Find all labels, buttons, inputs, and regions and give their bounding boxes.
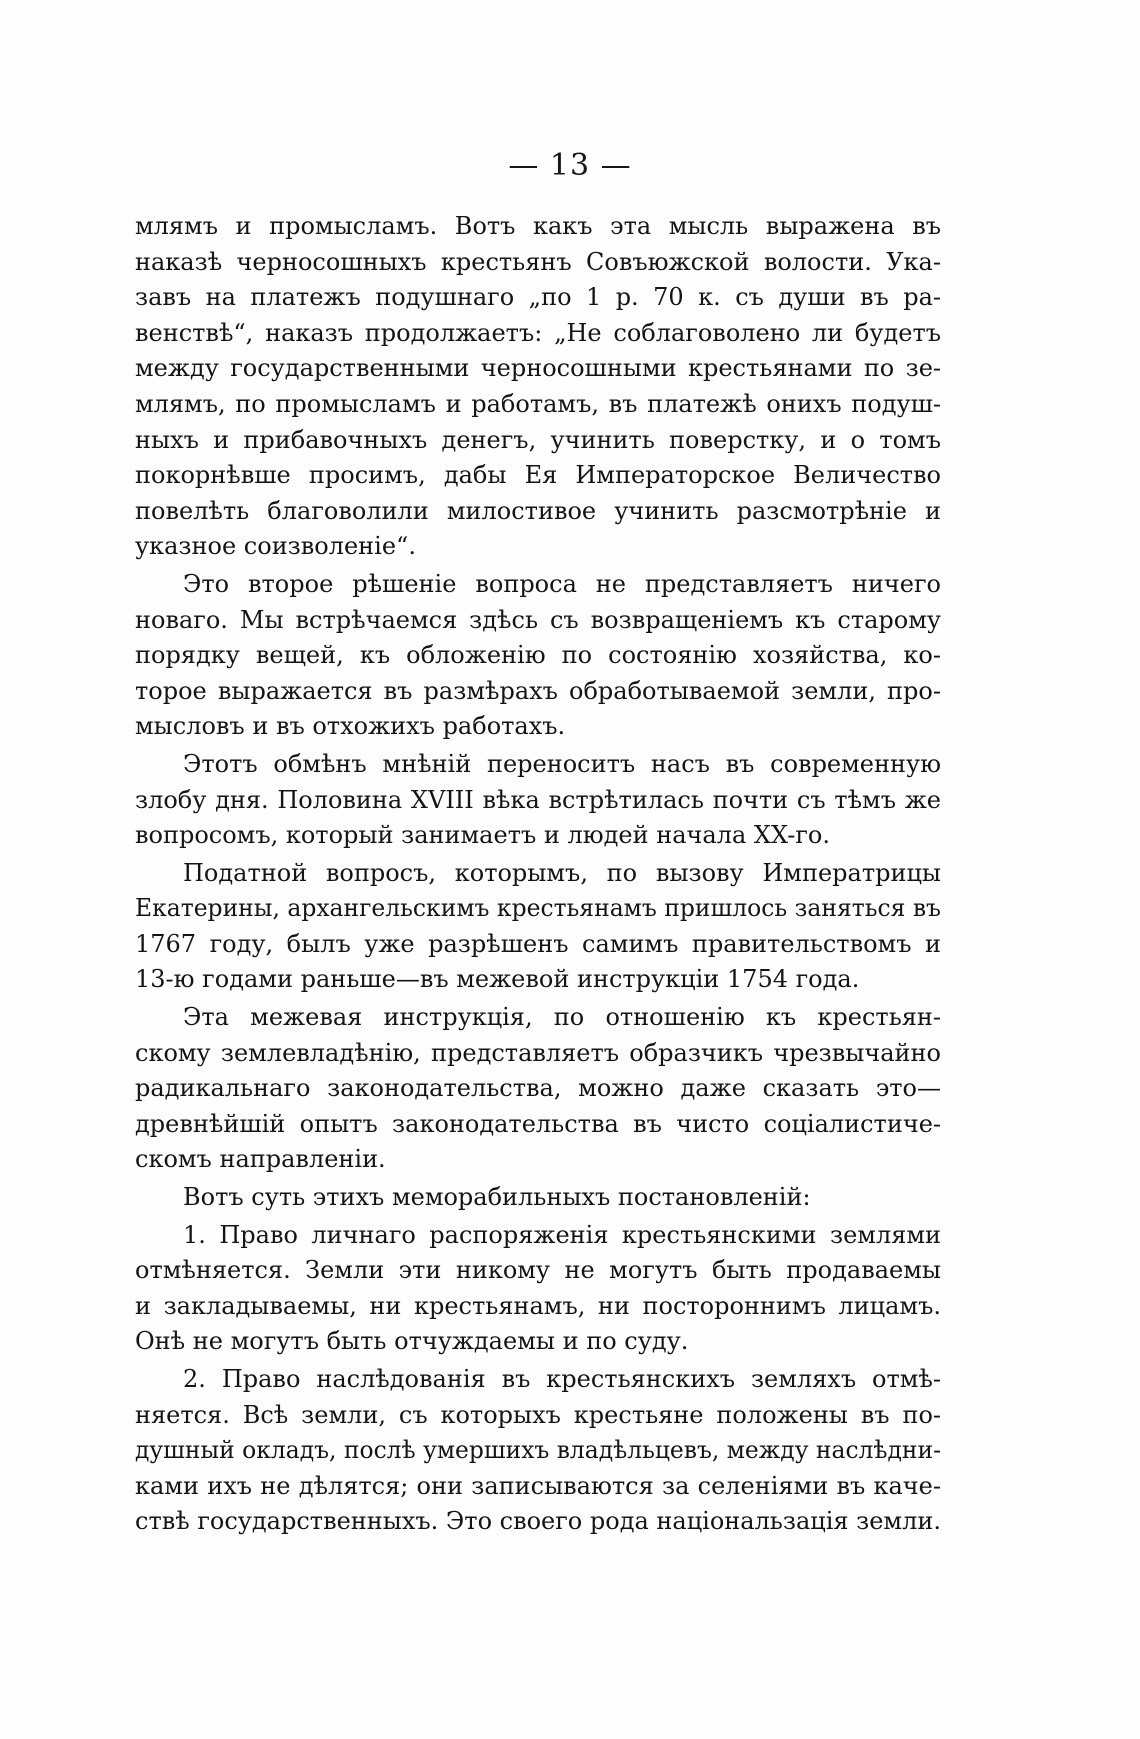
paragraph [135, 1218, 941, 1360]
text-line: Онѣ не могутъ быть отчуждаемы и по суду. [135, 1327, 689, 1356]
text-line: радикальнаго законодательства, можно даже сказать это— [135, 1074, 941, 1103]
text-line: наказѣ черносошныхъ крестьянъ Совъюжской волости. Ука- [135, 247, 941, 276]
paragraph [135, 1362, 941, 1540]
text-line: 2. Право наслѣдованія въ крестьянскихъ земляхъ отмѣ- [183, 1365, 941, 1393]
text-line: 1767 году, былъ уже разрѣшенъ самимъ правительствомъ и [135, 929, 941, 958]
paragraph [135, 856, 941, 998]
text-line: покорнѣвше просимъ, дабы Ея Императорское Величество [135, 461, 941, 490]
text-line: древнѣйшій опытъ законодательства въ чисто соціалистиче- [135, 1109, 942, 1138]
text-line: Вотъ суть этихъ меморабильныхъ постановленій: [183, 1183, 811, 1212]
text-line: порядку вещей, къ обложенію по состоянію хозяйства, ко- [135, 641, 941, 670]
text-line: отмѣняется. Земли эти никому не могутъ быть продаваемы [135, 1256, 941, 1285]
text-line: торое выражается въ размѣрахъ обработываемой земли, про- [135, 676, 941, 705]
paragraph [135, 1000, 941, 1178]
paragraph [135, 747, 941, 854]
text-line: Екатерины, архангельскимъ крестьянамъ пришлось заняться въ [135, 894, 941, 923]
text-line: ствѣ государственныхъ. Это своего рода національзація земли. [135, 1507, 941, 1536]
text-line: 1. Право личнаго распоряженія крестьянскими землями [183, 1220, 942, 1249]
body-text [135, 209, 941, 1540]
paragraph [135, 209, 941, 565]
text-line: млямъ, по промысламъ и работамъ, въ платежѣ онихъ подуш- [135, 389, 942, 418]
paragraph [135, 1180, 941, 1216]
text-line: душный окладъ, послѣ умершихъ владѣльцевъ, между наслѣдни- [135, 1436, 942, 1465]
text-line: вопросомъ, который занимаетъ и людей начала XX-го. [135, 821, 830, 850]
text-line: повелѣть благоволили милостивое учинить разсмотрѣніе и [135, 496, 942, 525]
text-line: 13-ю годами раньше—въ межевой инструкціи 1754 года. [135, 965, 860, 994]
text-line: между государственными черносошными крестьянами по зе- [135, 354, 942, 383]
text-line: скому землевладѣнію, представляетъ образчикъ чрезвычайно [135, 1038, 941, 1067]
text-line: Это второе рѣшеніе вопроса не представляетъ ничего [183, 569, 941, 598]
text-line: мысловъ и въ отхожихъ работахъ. [135, 712, 566, 741]
text-line: завъ на платежъ подушнаго „по 1 р. 70 к. съ души въ ра- [135, 283, 942, 312]
text-line: ками ихъ не дѣлятся; они записываются за селеніями въ каче- [135, 1471, 941, 1500]
text-line: млямъ и промысламъ. Вотъ какъ эта мысль выражена въ [135, 212, 942, 240]
text-line: Этотъ обмѣнъ мнѣній переноситъ насъ въ современную [183, 749, 942, 778]
paragraph [135, 567, 941, 745]
text-line: няется. Всѣ земли, съ которыхъ крестьяне положены въ по- [135, 1400, 942, 1429]
text-line: и закладываемы, ни крестьянамъ, ни постороннимъ лицамъ. [135, 1291, 941, 1320]
text-line: венствѣ“, наказъ продолжаетъ: „Не соблаговолено ли будетъ [135, 318, 942, 347]
text-line: скомъ направленіи. [135, 1145, 386, 1174]
text-line: новаго. Мы встрѣчаемся здѣсь съ возвращеніемъ къ старому [135, 605, 942, 634]
text-line: злобу дня. Половина XVIII вѣка встрѣтилась почти съ тѣмъ же [135, 785, 941, 814]
text-line: указное соизволеніе“. [135, 532, 416, 561]
text-line: Податной вопросъ, которымъ, по вызову Императрицы [183, 858, 942, 887]
text-line: ныхъ и прибавочныхъ денегъ, учинить поверстку, и о томъ [135, 425, 941, 454]
text-line: Эта межевая инструкція, по отношенію къ крестьян- [183, 1003, 942, 1032]
page-number: — 13 — [508, 148, 632, 183]
